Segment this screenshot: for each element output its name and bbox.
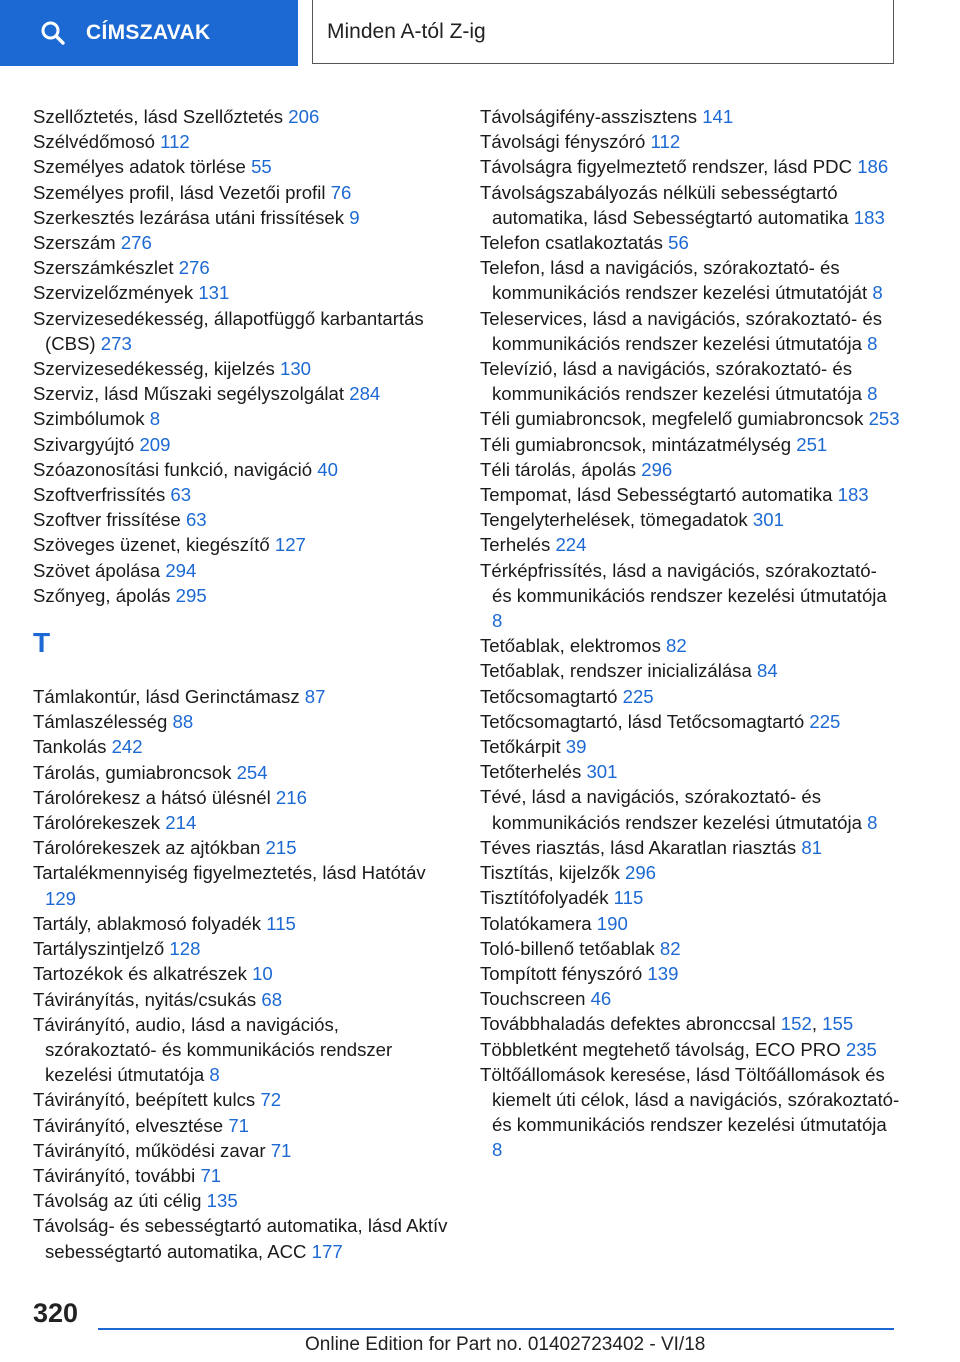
index-entry xyxy=(480,406,900,431)
page-reference-link[interactable]: 135 xyxy=(206,1190,238,1212)
index-entry-term: Teleservices, lásd a navigációs, szórakoztató- és kommunikációs rendszer kezelési útmutatója xyxy=(480,307,883,354)
index-entry xyxy=(33,255,448,280)
page-reference-link[interactable]: 183 xyxy=(837,484,869,506)
index-entry-term: Távolságifény-asszisztens xyxy=(480,106,703,127)
index-entry-term: Tisztítófolyadék xyxy=(480,887,614,909)
page-reference-link[interactable]: 206 xyxy=(288,106,320,127)
page-reference-link[interactable]: 130 xyxy=(280,358,312,380)
page-reference-link[interactable]: 129 xyxy=(45,887,77,909)
index-entry-term: Tárolórekesz a hátsó ülésnél xyxy=(33,786,276,808)
page-reference-link[interactable]: 8 xyxy=(492,1139,503,1161)
index-entry-term: Tompított fényszóró xyxy=(480,962,648,984)
index-entry-term: Szerkesztés lezárása utáni frissítések xyxy=(33,206,350,228)
index-entry-term: Távirányító, működési zavar xyxy=(33,1139,271,1161)
index-entry xyxy=(33,154,448,179)
index-entry xyxy=(33,457,448,482)
index-entry xyxy=(480,734,900,759)
page-reference-link[interactable]: 8 xyxy=(492,610,503,632)
page-reference-link[interactable]: 115 xyxy=(266,912,296,934)
page-reference-link[interactable]: 295 xyxy=(175,584,207,606)
index-entry-term: Többletként megtehető távolság, ECO PRO xyxy=(480,1038,846,1060)
index-entry-term: Tetőcsomagtartó, lásd Tetőcsomagtartó xyxy=(480,710,810,732)
index-entry xyxy=(33,180,448,205)
index-entry xyxy=(33,1188,448,1213)
index-entry xyxy=(480,986,900,1011)
page-reference-link[interactable]: 127 xyxy=(274,534,306,556)
index-entry-term: Távirányító, további xyxy=(33,1164,201,1186)
index-entry xyxy=(480,936,900,961)
index-entry xyxy=(33,734,448,759)
index-entry-term: Személyes profil, lásd Vezetői profil xyxy=(33,181,331,203)
page-reference-link[interactable]: 186 xyxy=(857,156,889,178)
page-reference-link[interactable]: 84 xyxy=(756,660,778,682)
index-entry xyxy=(33,860,448,910)
index-entry xyxy=(33,406,448,431)
index-entry xyxy=(480,129,900,154)
index-entry xyxy=(480,709,900,734)
page-reference-link[interactable]: 276 xyxy=(178,257,210,279)
index-entry xyxy=(33,583,448,608)
index-entry-term: Támlaszélesség xyxy=(33,711,173,733)
page-reference-link[interactable]: 71 xyxy=(228,1114,250,1136)
page-reference-link[interactable]: 71 xyxy=(200,1164,222,1186)
index-entry-term: Személyes adatok törlése xyxy=(33,156,252,178)
index-entry xyxy=(33,381,448,406)
index-entry-term: Szövet ápolása xyxy=(33,559,166,581)
index-entry-term: Téli tárolás, ápolás xyxy=(480,458,642,480)
page-reference-link[interactable]: 81 xyxy=(801,836,823,858)
page-reference-link[interactable]: 63 xyxy=(170,484,192,506)
index-entry-term: Távirányító, audio, lásd a navigációs, szórakoztató- és kommunikációs rendszer kezelési útmutatója xyxy=(33,1013,393,1086)
index-entry xyxy=(480,784,900,834)
page-reference-link[interactable]: 40 xyxy=(317,458,338,480)
page-reference-link[interactable]: 72 xyxy=(260,1089,282,1111)
page-reference-link[interactable]: 177 xyxy=(311,1240,343,1262)
page-reference-link[interactable]: 8 xyxy=(867,332,878,354)
index-entry xyxy=(480,154,900,179)
index-entry xyxy=(480,306,900,356)
page-reference-link[interactable]: 8 xyxy=(872,282,883,304)
index-entry xyxy=(33,507,448,532)
index-entry-term: Távolság- és sebességtartó automatika, lásd Aktív sebességtartó automatika, ACC xyxy=(33,1215,448,1262)
index-entry-term: Távirányító, elvesztése xyxy=(33,1114,229,1136)
index-entry-term: Téli gumiabroncsok, megfelelő gumiabroncsok xyxy=(480,408,869,430)
index-search-label: CÍMSZAVAK xyxy=(86,21,211,44)
page-number: 320 xyxy=(33,1298,79,1328)
index-column-right xyxy=(480,104,900,1163)
index-entry xyxy=(33,961,448,986)
index-entry-term: Térképfrissítés, lásd a navigációs, szórakoztató- és kommunikációs rendszer kezelési útmutatója xyxy=(480,559,887,606)
index-entry-term: Távolságra figyelmeztető rendszer, lásd PDC xyxy=(480,156,858,178)
page-reference-link[interactable]: 301 xyxy=(586,761,618,783)
index-entry-term: Szerszámkészlet xyxy=(33,257,179,279)
page-reference-link[interactable]: 235 xyxy=(845,1038,877,1060)
index-entry xyxy=(480,432,900,457)
index-entry xyxy=(33,1113,448,1138)
index-entry xyxy=(33,432,448,457)
page-reference-link[interactable]: 8 xyxy=(867,811,878,833)
footer-divider xyxy=(98,1328,894,1330)
footer-edition xyxy=(305,1334,705,1356)
index-entry-term: Tempomat, lásd Sebességtartó automatika xyxy=(480,484,838,506)
index-entry xyxy=(480,961,900,986)
page-reference-link[interactable]: 296 xyxy=(625,862,657,884)
index-entry-term: Továbbhaladás defektes abronccsal xyxy=(480,1013,781,1035)
page-reference-link[interactable]: 209 xyxy=(139,433,171,455)
index-entry xyxy=(480,1037,900,1062)
page-reference-link[interactable]: 214 xyxy=(165,812,197,834)
index-entry xyxy=(480,532,900,557)
index-entry-term: Tárolórekeszek az ajtókban xyxy=(33,837,266,859)
index-entry xyxy=(33,810,448,835)
index-entry xyxy=(33,987,448,1012)
index-entry-term: Szervizesedékesség, állapotfüggő karbantartás (CBS) xyxy=(33,307,424,354)
index-entry xyxy=(480,860,900,885)
index-entry xyxy=(480,911,900,936)
page-reference-link[interactable]: 294 xyxy=(165,559,197,581)
index-entry-term: Tartály, ablakmosó folyadék xyxy=(33,912,267,934)
index-entry-term: Szóazonosítási funkció, navigáció xyxy=(33,458,318,480)
index-entry xyxy=(480,885,900,910)
page-reference-link[interactable]: 8 xyxy=(149,408,161,430)
index-search-tab[interactable] xyxy=(0,0,298,66)
index-entry xyxy=(33,280,448,305)
page-reference-link[interactable]: 8 xyxy=(209,1064,220,1086)
index-entry xyxy=(480,104,900,129)
index-entry-term: Tankolás xyxy=(33,736,112,758)
index-column-left xyxy=(33,104,448,1264)
index-entry xyxy=(480,1062,900,1163)
index-entry xyxy=(33,558,448,583)
page-reference-link[interactable]: 301 xyxy=(752,509,784,531)
index-entry-term: Tévé, lásd a navigációs, szórakoztató- és kommunikációs rendszer kezelési útmutatója xyxy=(480,786,868,833)
index-entry xyxy=(33,709,448,734)
page-reference-link[interactable]: 9 xyxy=(349,206,360,228)
page-reference-link[interactable]: 112 xyxy=(650,131,681,153)
page-title: Minden A-tól Z-ig xyxy=(312,0,894,64)
index-entry-term: Távolságszabályozás nélküli sebességtartó automatika, lásd Sebességtartó automatika xyxy=(480,181,854,228)
index-entry-term: Távirányító, beépített kulcs xyxy=(33,1089,261,1111)
page-reference-link[interactable]: 76 xyxy=(330,181,352,203)
index-entry xyxy=(33,835,448,860)
page-reference-link[interactable]: 225 xyxy=(622,685,654,707)
index-entry-term: Téli gumiabroncsok, mintázatmélység xyxy=(480,433,797,455)
index-entry xyxy=(480,482,900,507)
index-entry-term: Téves riasztás, lásd Akaratlan riasztás xyxy=(480,836,802,858)
index-entry-term: Tetőterhelés xyxy=(480,761,587,783)
index-entry xyxy=(33,230,448,255)
index-entry xyxy=(33,129,448,154)
index-entry-term: Szellőztetés, lásd Szellőztetés xyxy=(33,106,289,127)
page-reference-link[interactable]: 82 xyxy=(659,937,681,959)
index-entry xyxy=(480,759,900,784)
page-reference-link[interactable]: 55 xyxy=(251,156,272,178)
search-icon xyxy=(40,20,66,46)
page-reference-link[interactable]: 131 xyxy=(198,282,230,304)
index-entry-term: Szőnyeg, ápolás xyxy=(33,584,176,606)
index-entry-term: Terhelés xyxy=(480,534,556,556)
index-entry-term: Tartályszintjelző xyxy=(33,938,170,960)
index-entry-term: Toló-billenő tetőablak xyxy=(480,937,660,959)
page-reference-link[interactable]: 71 xyxy=(270,1139,292,1161)
index-entry-term: Támlakontúr, lásd Gerinctámasz xyxy=(33,686,305,708)
page-reference-link[interactable]: 46 xyxy=(590,988,612,1010)
index-entry-term: Tárolórekeszek xyxy=(33,812,166,834)
page-reference-link[interactable]: 284 xyxy=(349,383,381,405)
page-reference-link[interactable]: 139 xyxy=(647,962,679,984)
index-entry xyxy=(33,532,448,557)
section-letter: T xyxy=(33,627,51,659)
index-entry-term: Szimbólumok xyxy=(33,408,150,430)
index-entry-term: Tetőablak, elektromos xyxy=(480,635,667,657)
page-reference-link[interactable]: 251 xyxy=(796,433,828,455)
index-entry xyxy=(480,457,900,482)
index-entry xyxy=(33,1163,448,1188)
index-entry xyxy=(480,255,900,305)
index-entry-term: Szivargyújtó xyxy=(33,433,140,455)
page-reference-link[interactable]: 152 xyxy=(780,1013,812,1035)
index-entry xyxy=(33,684,448,709)
index-entry xyxy=(33,1213,448,1263)
index-entry xyxy=(480,507,900,532)
page-reference-link[interactable]: 141 xyxy=(702,106,734,127)
index-entry xyxy=(480,633,900,658)
index-entry xyxy=(480,180,900,230)
page-reference-link[interactable]: 63 xyxy=(185,509,207,531)
page-reference-link[interactable]: 88 xyxy=(172,711,194,733)
index-entry-term: Tetőkárpit xyxy=(480,736,566,758)
page-reference-link[interactable]: 87 xyxy=(304,686,326,708)
index-entry xyxy=(480,658,900,683)
index-entry xyxy=(480,684,900,709)
index-entry xyxy=(33,911,448,936)
page-reference-link[interactable]: 276 xyxy=(120,232,152,254)
index-entry-term: Tartalékmennyiség figyelmeztetés, lásd Hatótáv xyxy=(33,862,426,884)
index-entry-term: Szervizesedékesség, kijelzés xyxy=(33,358,280,380)
page-reference-link[interactable]: 112 xyxy=(160,131,190,153)
page-reference-link[interactable]: 82 xyxy=(666,635,687,657)
page-reference-link[interactable]: 296 xyxy=(641,458,673,480)
index-entry-term: Telefon csatlakoztatás xyxy=(480,232,669,254)
index-entry xyxy=(33,482,448,507)
page-reference-link[interactable]: 10 xyxy=(252,963,273,985)
index-entry-term: Töltőállomások keresése, lásd Töltőállomások és kiemelt úti célok, lásd a navigációs, szórakoztató- és kommunikációs rendszer kezelési útmutatója xyxy=(480,1063,900,1136)
index-list-sz xyxy=(33,104,448,608)
index-entry-term: Szoftverfrissítés xyxy=(33,484,171,506)
index-entry xyxy=(480,356,900,406)
index-entry-term: Szerviz, lásd Műszaki segélyszolgálat xyxy=(33,383,350,405)
index-entry-term: Tisztítás, kijelzők xyxy=(480,862,625,884)
index-entry xyxy=(33,1012,448,1088)
footer-edition-text: Online Edition for Part no. 01402723402 - VI/18 xyxy=(305,1334,706,1355)
index-entry-term: Távirányítás, nyitás/csukás xyxy=(33,988,262,1010)
page-reference-link[interactable]: 128 xyxy=(169,938,201,960)
index-entry xyxy=(480,558,900,634)
index-entry xyxy=(33,785,448,810)
page-reference-link[interactable]: 216 xyxy=(275,786,307,808)
page-reference-link[interactable]: 8 xyxy=(867,383,878,405)
index-entry-term: Tárolás, gumiabroncsok xyxy=(33,761,237,783)
index-entry-term: Touchscreen xyxy=(480,988,591,1010)
index-entry-term: Szöveges üzenet, kiegészítő xyxy=(33,534,275,556)
index-entry-term: Szervizelőzmények xyxy=(33,282,199,304)
index-entry-term: Szerszám xyxy=(33,232,121,254)
page-reference-link[interactable]: 190 xyxy=(596,912,628,934)
page-reference-link[interactable]: 215 xyxy=(265,837,297,859)
index-entry xyxy=(33,306,448,356)
index-entry xyxy=(33,356,448,381)
page-reference-link[interactable]: 155 xyxy=(822,1013,854,1035)
index-entry xyxy=(33,936,448,961)
index-list-t-continued xyxy=(480,104,900,1163)
index-entry-term: Tartozékok és alkatrészek xyxy=(33,963,253,985)
index-entry xyxy=(33,1087,448,1112)
index-entry-term: Távolsági fényszóró xyxy=(480,131,651,153)
top-bar xyxy=(0,0,960,66)
index-entry xyxy=(480,835,900,860)
index-entry xyxy=(33,104,448,129)
page-reference-link[interactable]: 115 xyxy=(613,887,644,909)
index-entry-term: Szoftver frissítése xyxy=(33,509,186,531)
index-entry-term: Szélvédőmosó xyxy=(33,131,161,153)
page-reference-link[interactable]: 68 xyxy=(261,988,283,1010)
page-reference-link[interactable]: 56 xyxy=(668,232,689,254)
index-entry xyxy=(33,760,448,785)
page-reference-link[interactable]: 273 xyxy=(100,332,132,354)
index-entry-term: Távolság az úti célig xyxy=(33,1190,207,1212)
index-entry xyxy=(33,1138,448,1163)
page-reference-link[interactable]: 242 xyxy=(111,736,143,758)
index-entry xyxy=(33,205,448,230)
index-entry xyxy=(480,230,900,255)
index-entry-term: Telefon, lásd a navigációs, szórakoztató- és kommunikációs rendszer kezelési útmutatóját xyxy=(480,257,873,304)
index-entry: Továbbhaladás defektes abronccsal 152, 155 xyxy=(480,1013,854,1035)
index-entry-term: Televízió, lásd a navigációs, szórakoztató- és kommunikációs rendszer kezelési útmutatója xyxy=(480,358,868,405)
page-reference-link[interactable]: 254 xyxy=(236,761,268,783)
index-entry-term: Tetőablak, rendszer inicializálása xyxy=(480,660,757,682)
index-entry-term: Tolatókamera xyxy=(480,912,597,934)
index-entry-term: Tengelyterhelések, tömegadatok xyxy=(480,509,753,531)
page-reference-link[interactable]: 253 xyxy=(868,408,900,430)
page-reference-link[interactable]: 224 xyxy=(555,534,587,556)
page-reference-link[interactable]: 39 xyxy=(565,736,587,758)
index-entry-term: Tetőcsomagtartó xyxy=(480,685,623,707)
index-list-t xyxy=(33,684,448,1264)
page-reference-link[interactable]: 225 xyxy=(809,710,841,732)
page-reference-link[interactable]: 183 xyxy=(853,206,885,228)
